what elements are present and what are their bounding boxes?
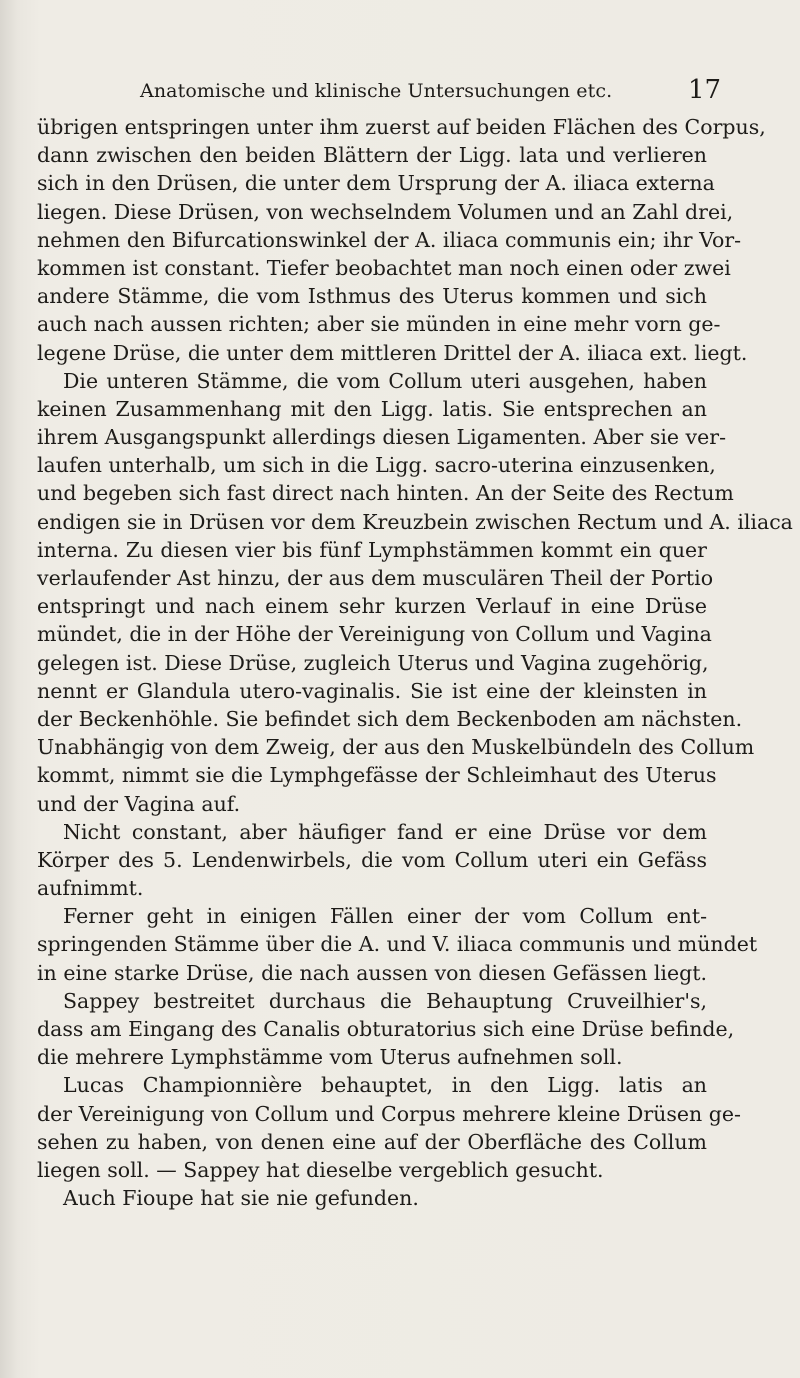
text-line: liegen soll. — Sappey hat dieselbe vergeblich gesucht. [37, 1157, 604, 1182]
text-line: Auch Fioupe hat sie nie gefunden. [63, 1186, 419, 1211]
text-line: Lucas Championnière behauptet, in den Ligg. latis an [63, 1073, 707, 1098]
running-header [0, 75, 800, 110]
text-line: der Beckenhöhle. Sie befindet sich dem Beckenboden am nächsten. [37, 706, 743, 731]
body-text [37, 113, 793, 1212]
text-line: liegen. Diese Drüsen, von wechselndem Volumen und an Zahl drei, [37, 199, 734, 224]
text-line: laufen unterhalb, um sich in die Ligg. sacro-uterina einzusenken, [37, 453, 716, 478]
text-line: in eine starke Drüse, die nach aussen von diesen Gefässen liegt. [37, 960, 707, 985]
text-line: springenden Stämme über die A. und V. iliaca communis und mündet [37, 932, 758, 957]
text-line: kommt, nimmt sie die Lymphgefässe der Schleimhaut des Uterus [37, 763, 717, 788]
text-line: legene Drüse, die unter dem mittleren Drittel der A. iliaca ext. liegt. [37, 340, 748, 365]
text-line: Die unteren Stämme, die vom Collum uteri ausgehen, haben [63, 368, 707, 393]
text-line: nehmen den Bifurcationswinkel der A. iliaca communis ein; ihr Vor- [37, 227, 742, 252]
text-line: andere Stämme, die vom Isthmus des Uterus kommen und sich [37, 284, 707, 309]
text-line: verlaufender Ast hinzu, der aus dem musculären Theil der Portio [37, 566, 714, 590]
text-line: und der Vagina auf. [37, 791, 241, 816]
text-line: interna. Zu diesen vier bis fünf Lymphstämmen kommt ein quer [37, 537, 707, 562]
text-line: kommen ist constant. Tiefer beobachtet man noch einen oder zwei [37, 255, 731, 280]
text-line: und begeben sich fast direct nach hinten. An der Seite des Rectum [37, 481, 734, 506]
text-line: endigen sie in Drüsen vor dem Kreuzbein zwischen Rectum und A. iliaca [37, 509, 793, 534]
text-line: Unabhängig von dem Zweig, der aus den Muskelbündeln des Collum [37, 735, 755, 760]
text-line: nennt er Glandula utero-vaginalis. Sie ist eine der kleinsten in [37, 678, 707, 703]
text-line: der Vereinigung von Collum und Corpus mehrere kleine Drüsen ge- [37, 1101, 741, 1126]
text-line: ihrem Ausgangspunkt allerdings diesen Ligamenten. Aber sie ver- [37, 425, 726, 450]
text-line: die mehrere Lymphstämme vom Uterus aufnehmen soll. [37, 1045, 623, 1070]
text-line: entspringt und nach einem sehr kurzen Verlauf in eine Drüse [37, 594, 707, 619]
text-line: keinen Zusammenhang mit den Ligg. latis. Sie entsprechen an [37, 396, 707, 421]
text-line: auch nach aussen richten; aber sie münden in eine mehr vorn ge- [37, 312, 721, 337]
text-line: übrigen entspringen unter ihm zuerst auf beiden Flächen des Corpus, [37, 115, 766, 139]
text-line: dass am Eingang des Canalis obturatorius sich eine Drüse befinde, [37, 1017, 735, 1041]
text-line: aufnimmt. [37, 876, 144, 901]
text-line: Ferner geht in einigen Fällen einer der vom Collum ent- [63, 904, 707, 929]
text-line: Nicht constant, aber häufiger fand er eine Drüse vor dem [63, 819, 707, 844]
header-title: Anatomische und klinische Untersuchungen etc. [140, 80, 613, 102]
text-line: Körper des 5. Lendenwirbels, die vom Collum uteri ein Gefäss [37, 847, 707, 872]
text-line: Sappey bestreitet durchaus die Behauptung Cruveilhier's, [63, 988, 707, 1013]
text-line: dann zwischen den beiden Blättern der Ligg. lata und verlieren [37, 143, 707, 168]
text-line: sich in den Drüsen, die unter dem Ursprung der A. iliaca externa [37, 171, 715, 196]
page-number: 17 [688, 75, 722, 105]
text-line: sehen zu haben, von denen eine auf der Oberfläche des Collum [37, 1129, 707, 1154]
text-line: mündet, die in der Höhe der Vereinigung von Collum und Vagina [37, 622, 712, 647]
text-line: gelegen ist. Diese Drüse, zugleich Uterus und Vagina zugehörig, [37, 650, 709, 675]
